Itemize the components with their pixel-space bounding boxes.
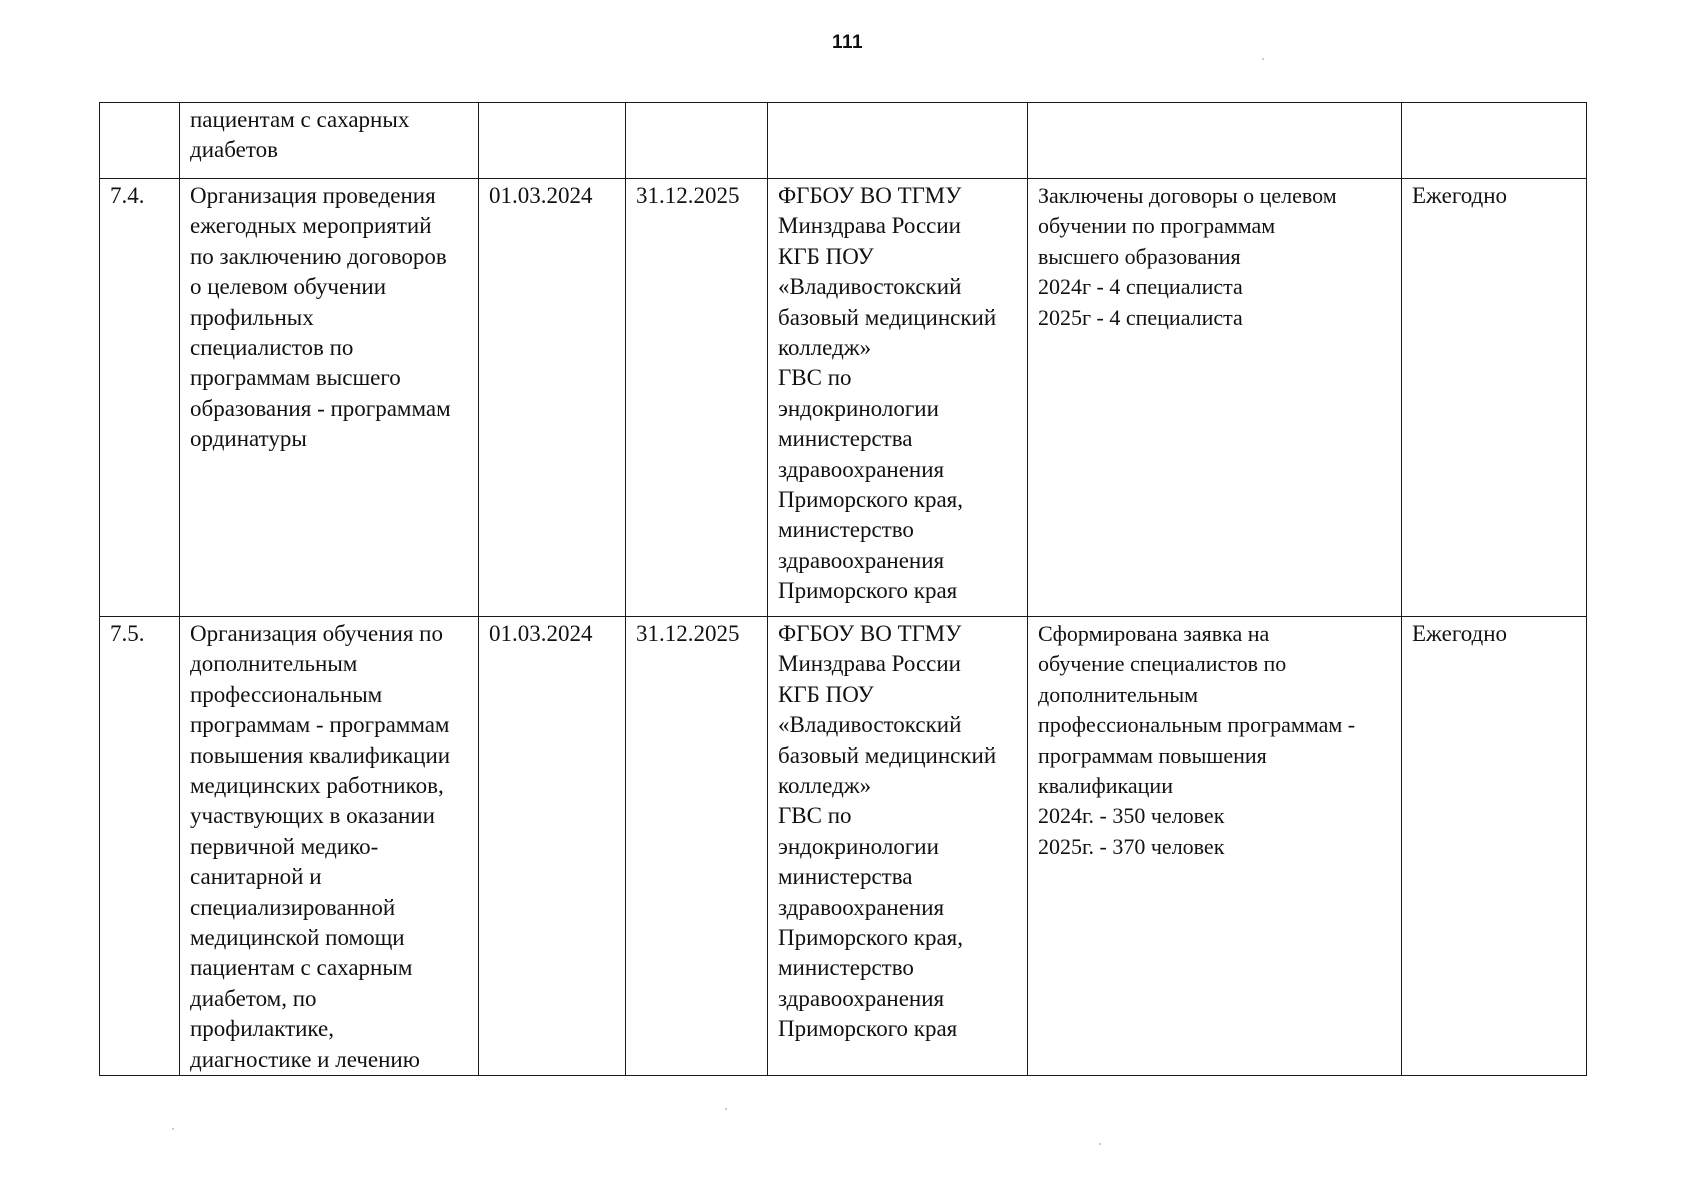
activity-line: медицинских работников,: [190, 773, 444, 799]
responsible-line: «Владивостокский: [778, 274, 962, 300]
responsible-line: «Владивостокский: [778, 712, 962, 738]
activity-line: Организация обучения по: [190, 621, 443, 646]
scan-speck: [725, 1108, 727, 1110]
responsible-line: министерства: [778, 864, 913, 890]
responsible-line: ФГБОУ ВО ТГМУ: [778, 621, 962, 646]
cell-number: 7.4.: [100, 179, 180, 617]
table-row-7-5: [100, 617, 1587, 1076]
result-line: 2025г - 4 специалиста: [1038, 304, 1243, 330]
responsible-line: ГВС по: [778, 803, 852, 829]
cell-start-date: [479, 103, 626, 179]
activity-line: о целевом обучении: [190, 274, 387, 300]
result-line: высшего образования: [1038, 243, 1241, 269]
cell-number: 7.5.: [100, 617, 180, 1076]
plan-table: [99, 102, 1587, 1076]
responsible-line: базовый медицинский: [778, 742, 997, 768]
responsible-line: эндокринологии: [778, 395, 939, 421]
cell-periodicity: Ежегодно: [1402, 617, 1587, 1076]
scan-speck: [1099, 1143, 1101, 1145]
result-line: программам повышения: [1038, 742, 1267, 768]
activity-line: образования - программам: [190, 395, 451, 421]
activity-line: Организация проведения: [190, 183, 436, 208]
responsible-line: Приморского края,: [778, 925, 964, 951]
cell-result: [1028, 103, 1402, 179]
responsible-line: Приморского края: [778, 578, 958, 604]
cell-result: [1028, 617, 1402, 1076]
result-line: профессиональным программам -: [1038, 712, 1356, 738]
cell-number: [100, 103, 180, 179]
activity-line: ординатуры: [190, 426, 307, 452]
responsible-line: ГВС по: [778, 365, 852, 391]
cell-start-date: 01.03.2024: [479, 179, 626, 617]
activity-line: профильных: [190, 304, 314, 330]
activity-line: повышения квалификации: [190, 742, 451, 768]
cell-responsible: [768, 179, 1028, 617]
cell-result: [1028, 179, 1402, 617]
responsible-line: министерство: [778, 517, 914, 543]
activity-line: диагностике и лечению: [190, 1046, 420, 1072]
activity-line: специалистов по: [190, 335, 354, 361]
responsible-line: КГБ ПОУ: [778, 681, 874, 707]
activity-line: пациентам с сахарных: [190, 107, 410, 132]
cell-end-date: [626, 103, 768, 179]
activity-line: специализированной: [190, 894, 396, 920]
result-line: обучении по программам: [1038, 213, 1276, 239]
table-row-7-4: [100, 179, 1587, 617]
scan-speck: [172, 1128, 174, 1130]
cell-activity: [180, 617, 479, 1076]
responsible-line: здравоохранения: [778, 985, 945, 1011]
responsible-line: здравоохранения: [778, 456, 945, 482]
activity-line: участвующих в оказании: [190, 803, 435, 829]
activity-line: первичной медико-: [190, 833, 379, 859]
responsible-line: эндокринологии: [778, 833, 939, 859]
responsible-line: Приморского края: [778, 1016, 958, 1042]
responsible-line: колледж»: [778, 773, 872, 799]
responsible-line: Приморского края,: [778, 487, 964, 513]
responsible-line: министерства: [778, 426, 913, 452]
cell-periodicity: Ежегодно: [1402, 179, 1587, 617]
scan-speck: [1262, 58, 1264, 60]
responsible-line: Минздрава России: [778, 213, 961, 239]
activity-line: дополнительным: [190, 651, 358, 677]
cell-end-date: 31.12.2025: [626, 179, 768, 617]
responsible-line: ФГБОУ ВО ТГМУ: [778, 183, 962, 208]
cell-responsible: [768, 617, 1028, 1076]
responsible-line: базовый медицинский: [778, 304, 997, 330]
cell-activity: [180, 179, 479, 617]
result-line: 2024г. - 350 человек: [1038, 803, 1225, 829]
responsible-line: министерство: [778, 955, 914, 981]
cell-activity: [180, 103, 479, 179]
responsible-line: Минздрава России: [778, 651, 961, 677]
activity-line: медицинской помощи: [190, 925, 405, 951]
responsible-line: КГБ ПОУ: [778, 243, 874, 269]
activity-line: ежегодных мероприятий: [190, 213, 432, 239]
activity-line: профилактике,: [190, 1016, 334, 1042]
table-row-continuation: [100, 103, 1587, 179]
result-line: Заключены договоры о целевом: [1038, 183, 1337, 208]
activity-line: программам высшего: [190, 365, 401, 391]
cell-periodicity: [1402, 103, 1587, 179]
activity-line: пациентам с сахарным: [190, 955, 413, 981]
activity-line: программам - программам: [190, 712, 450, 738]
cell-end-date: 31.12.2025: [626, 617, 768, 1076]
activity-line: диабетом, по: [190, 985, 317, 1011]
activity-line: профессиональным: [190, 681, 383, 707]
result-line: дополнительным: [1038, 681, 1199, 707]
result-line: 2025г. - 370 человек: [1038, 833, 1225, 859]
activity-line: диабетов: [190, 137, 278, 163]
result-line: квалификации: [1038, 773, 1173, 799]
responsible-line: колледж»: [778, 335, 872, 361]
result-line: Сформирована заявка на: [1038, 621, 1270, 646]
page-number: 111: [831, 32, 864, 53]
result-line: обучение специалистов по: [1038, 651, 1287, 677]
responsible-line: здравоохранения: [778, 547, 945, 573]
activity-line: по заключению договоров: [190, 243, 447, 269]
responsible-line: здравоохранения: [778, 894, 945, 920]
result-line: 2024г - 4 специалиста: [1038, 274, 1243, 300]
cell-responsible: [768, 103, 1028, 179]
cell-start-date: 01.03.2024: [479, 617, 626, 1076]
activity-line: санитарной и: [190, 864, 322, 890]
